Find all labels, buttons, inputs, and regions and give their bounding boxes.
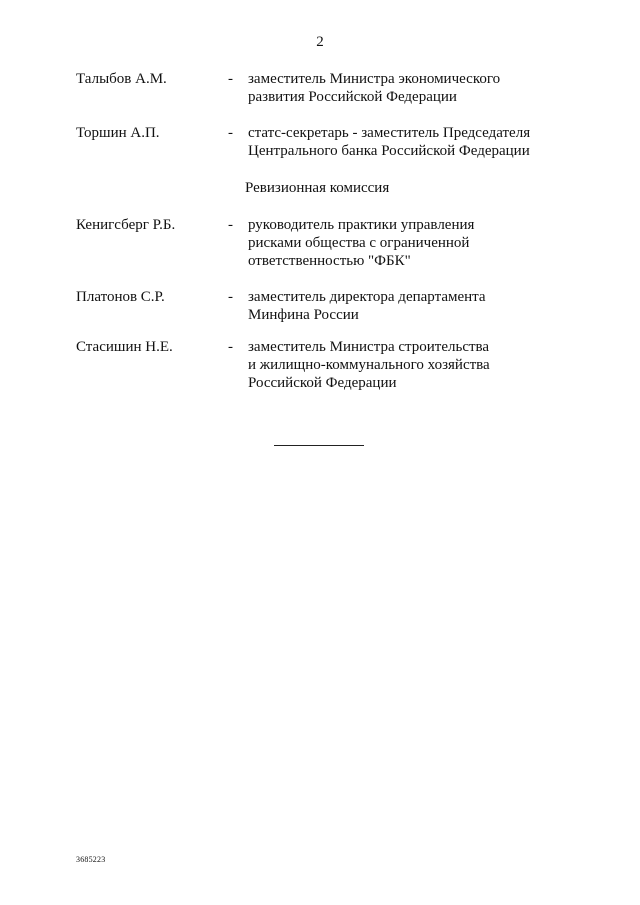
role-line: заместитель Министра строительства [248, 339, 490, 355]
page-number: 2 [316, 34, 324, 50]
role-line: Минфина России [248, 307, 359, 323]
member-role [248, 216, 568, 270]
member-name: Кенигсберг Р.Б. [76, 217, 176, 233]
separator-dash: - [228, 339, 233, 355]
member-role [248, 338, 568, 392]
member-role [248, 124, 568, 160]
role-line: статс-секретарь - заместитель Председателя [248, 125, 531, 141]
role-line: заместитель директора департамента [248, 289, 486, 305]
member-name: Торшин А.П. [76, 125, 160, 141]
role-line: Российской Федерации [248, 375, 397, 391]
end-divider [274, 445, 364, 446]
separator-dash: - [228, 217, 233, 233]
separator-dash: - [228, 125, 233, 141]
role-line: и жилищно-коммунального хозяйства [248, 357, 490, 373]
separator-dash: - [228, 71, 233, 87]
section-heading: Ревизионная комиссия [245, 180, 390, 196]
separator-dash: - [228, 289, 233, 305]
role-line: развития Российской Федерации [248, 89, 457, 105]
role-line: заместитель Министра экономического [248, 71, 501, 87]
role-line: руководитель практики управления [248, 217, 475, 233]
member-role [248, 288, 568, 324]
role-line: ответственностью "ФБК" [248, 253, 411, 269]
document-code: 3685223 [76, 855, 106, 864]
role-line: Центрального банка Российской Федерации [248, 143, 530, 159]
role-line: рисками общества с ограниченной [248, 235, 470, 251]
member-role [248, 70, 568, 106]
member-name: Талыбов А.М. [76, 71, 167, 87]
member-name: Платонов С.Р. [76, 289, 165, 305]
member-name: Стасишин Н.Е. [76, 339, 173, 355]
